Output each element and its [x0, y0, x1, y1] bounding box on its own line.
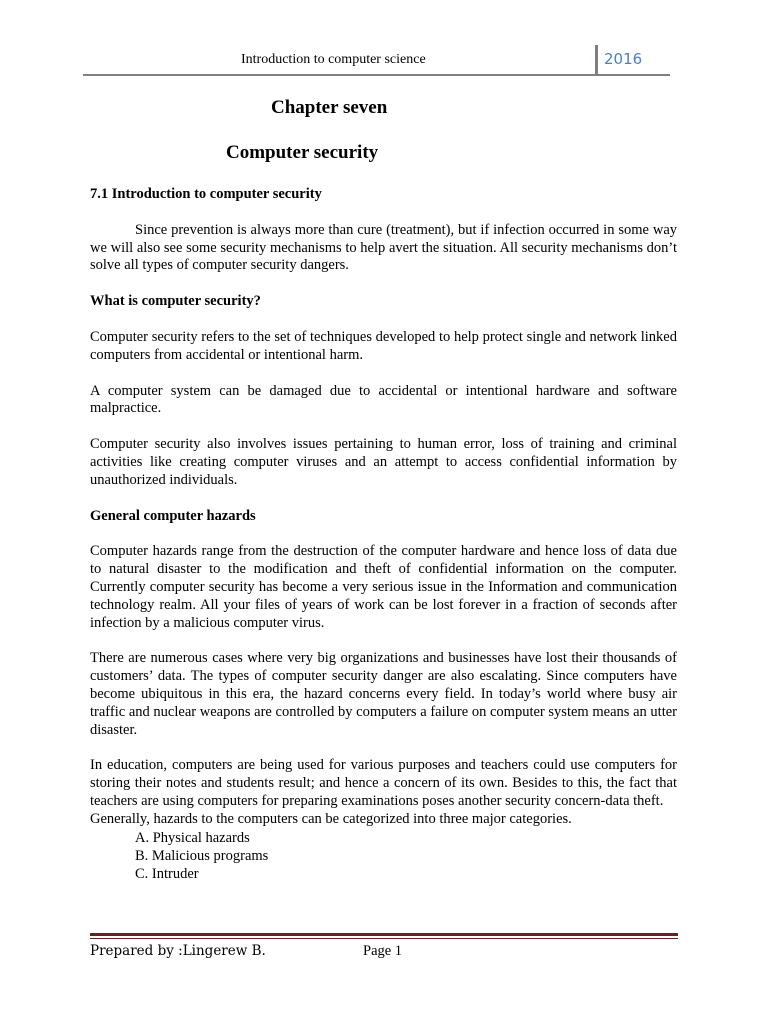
header-year: 2016	[604, 50, 643, 68]
list-item: B. Malicious programs	[135, 847, 269, 864]
page-title: Computer security	[226, 142, 379, 163]
paragraph-issues: Computer security also involves issues pertaining to human error, loss of training and criminal activities like creating computer viruses and an attempt to access confidential information by unauthorized individuals.	[90, 436, 677, 488]
paragraph-intro: Since prevention is always more than cure (treatment), but if infection occurred in some way we will also see some security mechanisms to help avert the situation. All security mechanisms don’t solve all types of computer security dangers.	[90, 221, 677, 274]
header-title: Introduction to computer science	[241, 52, 426, 67]
chapter-heading: Chapter seven	[271, 97, 388, 118]
footer-rule-thick	[90, 933, 678, 936]
header-rule	[83, 74, 670, 76]
paragraph-hazards-range: Computer hazards range from the destruction of the computer hardware and hence loss of data due to natural disaster to the modification and theft of confidential information on the computer. Currently computer security has become a very serious issue in the Information and communication technology realm. All your files of years of work can be lost forever in a fraction of seconds after infection by a malicious computer virus.	[90, 543, 677, 631]
footer-rule-thin	[90, 938, 678, 939]
list-item: C. Intruder	[135, 865, 199, 882]
list-item: A. Physical hazards	[135, 829, 250, 846]
header-divider	[595, 45, 598, 74]
footer-author: Prepared by :Lingerew B.	[90, 943, 266, 959]
paragraph-definition: Computer security refers to the set of techniques developed to help protect single and network linked computers from accidental or intentional harm.	[90, 328, 677, 363]
document-body	[90, 186, 677, 883]
hazard-category-list	[90, 829, 677, 883]
section-heading-hazards: General computer hazards	[90, 507, 256, 524]
section-heading-what: What is computer security?	[90, 293, 261, 310]
paragraph-education: In education, computers are being used for various purposes and teachers could use computers for storing their notes and students result; and hence a concern of its own. Besides to this, the fact that teachers are using computers for preparing examinations poses another security concern-data theft.	[90, 757, 677, 809]
paragraph-damage: A computer system can be damaged due to accidental or intentional hardware and software malpractice.	[90, 382, 677, 417]
paragraph-hazards-cases: There are numerous cases where very big organizations and businesses have lost their thousands of customers’ data. The types of computer security danger are also escalating. Since computers have become ubiquitous in this era, the hazard concerns every field. In today’s world where busy air traffic and nuclear weapons are controlled by computers a failure on computer system means an utter disaster.	[90, 650, 677, 738]
section-heading-intro: 7.1 Introduction to computer security	[90, 186, 322, 202]
page-number: Page 1	[363, 943, 403, 959]
paragraph-categories-intro: Generally, hazards to the computers can be categorized into three major categories.	[90, 810, 572, 827]
